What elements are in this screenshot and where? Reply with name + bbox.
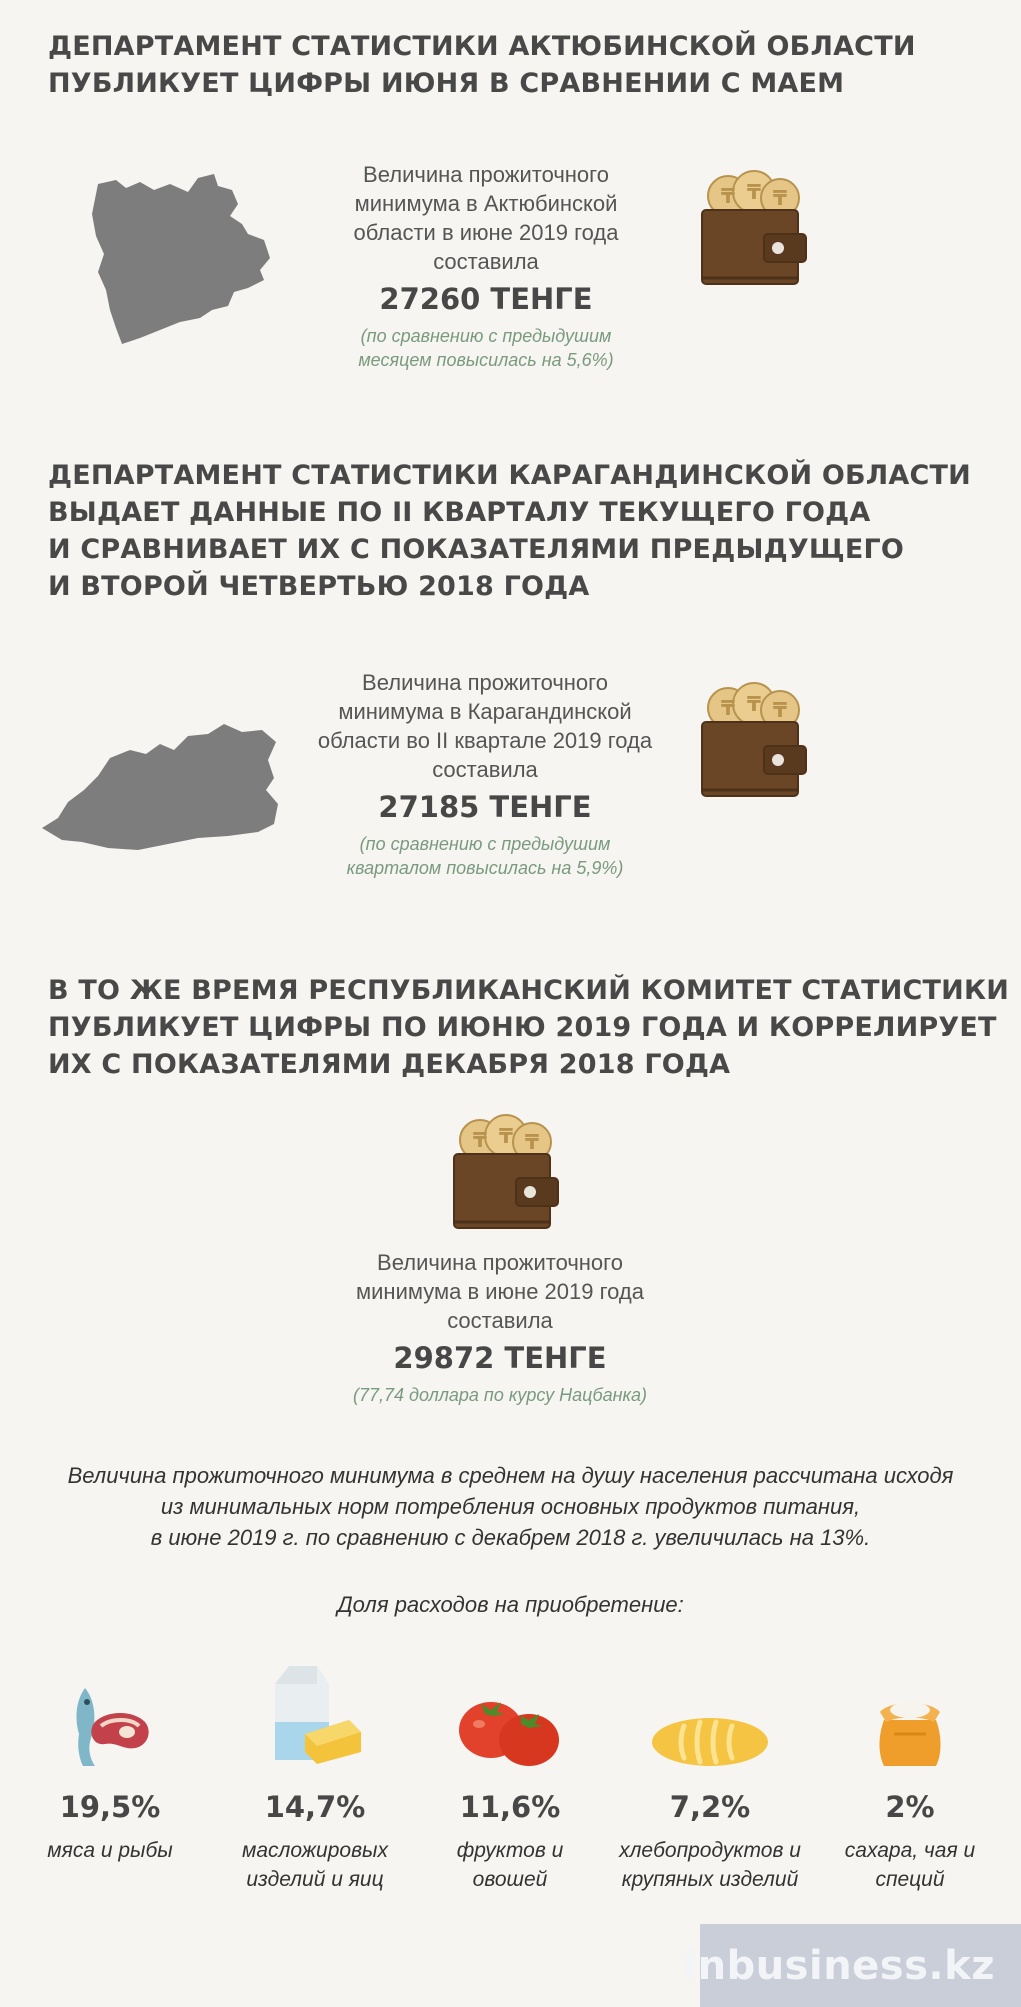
category-percent: 14,7% (264, 1790, 366, 1824)
category-label: мяса и рыбы (47, 1839, 173, 1862)
category-percent: 7,2% (669, 1790, 751, 1824)
wallet-coins-icon (698, 680, 808, 800)
section-1-amount: 27260 ТЕНГЕ (379, 282, 593, 316)
section-1-description: Величина прожиточного минимума в Актюбинской области в июне 2019 года составила (353, 162, 619, 274)
category-label: фруктов и овошей (456, 1839, 564, 1891)
meat-fish-icon (65, 1680, 155, 1770)
section-2-heading: ДЕПАРТАМЕНТ СТАТИСТИКИ КАРАГАНДИНСКОЙ ОБЛАСТИ ВЫДАЕТ ДАННЫЕ ПО II КВАРТАЛУ ТЕКУЩЕГО ГОДА И СРАВНИВАЕТ ИХ С ПОКАЗАТЕЛЯМИ ПРЕДЫДУЩЕГО И ВТОРОЙ ЧЕТВЕРТЬЮ 2018 ГОДА (48, 460, 971, 602)
wallet-coins-icon (450, 1112, 560, 1232)
section-3-info (310, 1248, 690, 1407)
section-2-note: (по сравнению с предыдушим кварталом повысилась на 5,9%) (346, 834, 624, 878)
section-3-heading: В ТО ЖЕ ВРЕМЯ РЕСПУБЛИКАНСКИЙ КОМИТЕТ СТАТИСТИКИ ПУБЛИКУЕТ ЦИФРЫ ПО ИЮНЮ 2019 ГОДА И КОРРЕЛИРУЕТ ИХ С ПОКАЗАТЕЛЯМИ ДЕКАБРЯ 2018 ГОДА (48, 975, 1010, 1080)
category-meat-fish (5, 1650, 215, 1865)
category-fats-eggs (210, 1650, 420, 1894)
section-2-amount: 27185 ТЕНГЕ (378, 790, 592, 824)
category-label: сахара, чая и специй (844, 1839, 976, 1891)
brand-logo (683, 1924, 1021, 2007)
sugar-sack-icon (870, 1690, 950, 1770)
section-1-note: (по сравнению с предыдушим месяцем повысилась на 5,6%) (358, 326, 614, 370)
karaganda-region-map (38, 720, 280, 852)
category-percent: 19,5% (59, 1790, 161, 1824)
section-1-info (306, 160, 666, 372)
brand-name: inbusiness.kz (683, 1942, 995, 1989)
milk-butter-icon (265, 1660, 365, 1770)
section-3-note: (77,74 доллара по курсу Нацбанка) (352, 1385, 647, 1405)
section-1-heading: ДЕПАРТАМЕНТ СТАТИСТИКИ АКТЮБИНСКОЙ ОБЛАСТИ ПУБЛИКУЕТ ЦИФРЫ ИЮНЯ В СРАВНЕНИИ С МАЕМ (48, 31, 916, 99)
category-percent: 2% (885, 1790, 935, 1824)
aktobe-region-map (88, 172, 274, 347)
section-2-info (292, 668, 678, 880)
category-sugar-tea-spices (805, 1650, 1015, 1894)
category-label: масложировых изделий и яиц (241, 1839, 389, 1891)
footnote: Величина прожиточного минимума в среднем на душу населения рассчитана исходя из минимальных норм потребления основных продуктов питания, в июне 2019 г. по сравнению с декабрем 2018 г. увеличилась на 13%. (67, 1463, 954, 1550)
category-percent: 11,6% (459, 1790, 561, 1824)
wallet-coins-icon (698, 168, 808, 288)
category-label: хлебопродуктов и крупяных изделий (619, 1839, 801, 1891)
section-3-amount: 29872 ТЕНГЕ (393, 1341, 607, 1375)
section-3-description: Величина прожиточного минимума в июне 2019 года составила (356, 1250, 644, 1333)
tomato-icon (455, 1690, 565, 1770)
share-title: Доля расходов на приобретение: (337, 1592, 684, 1617)
bread-icon (650, 1710, 770, 1770)
section-2-description: Величина прожиточного минимума в Карагандинской области во II квартале 2019 года составила (317, 670, 653, 782)
category-fruits-vegetables (405, 1650, 615, 1894)
category-bread-grains (605, 1650, 815, 1894)
